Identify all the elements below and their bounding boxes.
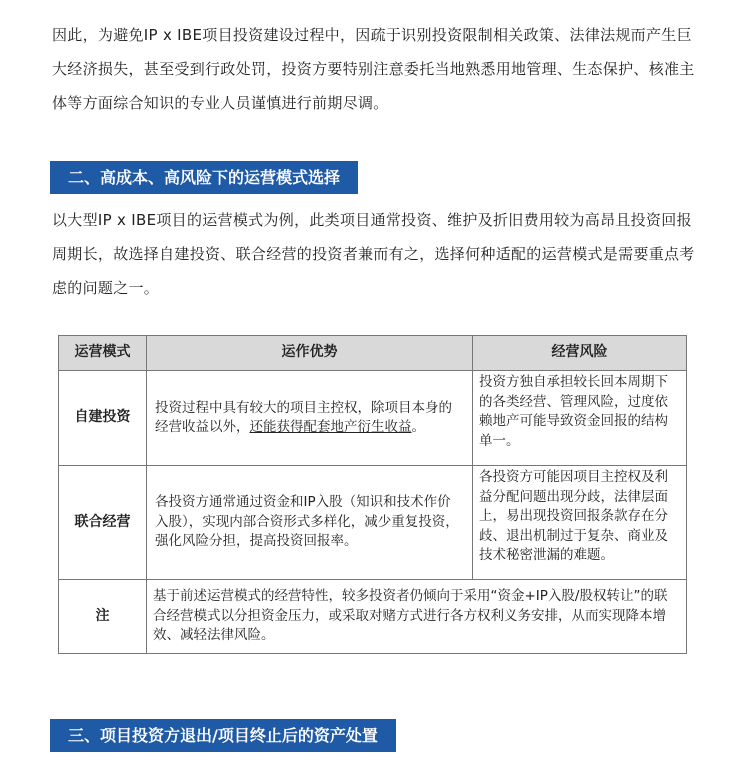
risk-cell: 投资方独自承担较长回本周期下的各类经营、管理风险，过度依赖地产可能导致资金回报的结构单一。 <box>473 371 687 466</box>
advantage-text: 投资过程中具有较大的项目主控权，除项目本身的经营收益以外， <box>155 399 452 435</box>
table-row <box>59 371 687 466</box>
mode-cell: 自建投资 <box>59 371 147 466</box>
advantage-underlined-text: 还能获得配套地产衍生收益 <box>249 419 412 435</box>
header-mode: 运营模式 <box>59 336 147 371</box>
risk-cell: 各投资方可能因项目主控权及利益分配问题出现分歧，法律层面上，易出现投资回报条款存在分歧、退出机制过于复杂、商业及技术秘密泄漏的难题。 <box>473 466 687 580</box>
section-2-paragraph: 以大型IP x IBE项目的运营模式为例，此类项目通常投资、维护及折旧费用较为高昂且投资回报周期长，故选择自建投资、联合经营的投资者兼而有之，选择何种适配的运营模式是需要重点考虑的问题之一。 <box>52 211 695 297</box>
section-heading-3: 三、项目投资方退出/项目终止后的资产处置 <box>50 719 396 752</box>
table-note-row <box>59 580 687 654</box>
intro-paragraph: 因此，为避免IP x IBE项目投资建设过程中，因疏于识别投资限制相关政策、法律法规而产生巨大经济损失，甚至受到行政处罚，投资方要特别注意委托当地熟悉用地管理、生态保护、核准主体等方面综合知识的专业人员谨慎进行前期尽调。 <box>52 26 695 112</box>
mode-cell: 联合经营 <box>59 466 147 580</box>
note-text: 基于前述运营模式的经营特性，较多投资者仍倾向于采用“资金+IP入股/股权转让”的联合经营模式以分担资金压力，或采取对赌方式进行各方权利义务安排，从而实现降本增效、减轻法律风险。 <box>147 580 687 654</box>
header-advantage: 运作优势 <box>147 336 473 371</box>
advantage-cell: 各投资方通常通过资金和IP入股（知识和技术作价入股），实现内部合资形式多样化，减少重复投资，强化风险分担，提高投资回报率。 <box>147 466 473 580</box>
advantage-cell <box>147 371 473 466</box>
note-label: 注 <box>59 580 147 654</box>
advantage-end: 。 <box>411 419 425 435</box>
table-row <box>59 466 687 580</box>
header-risk: 经营风险 <box>473 336 687 371</box>
section-heading-2: 二、高成本、高风险下的运营模式选择 <box>50 161 358 194</box>
table-header-row <box>59 336 687 371</box>
operation-mode-table <box>58 335 687 654</box>
